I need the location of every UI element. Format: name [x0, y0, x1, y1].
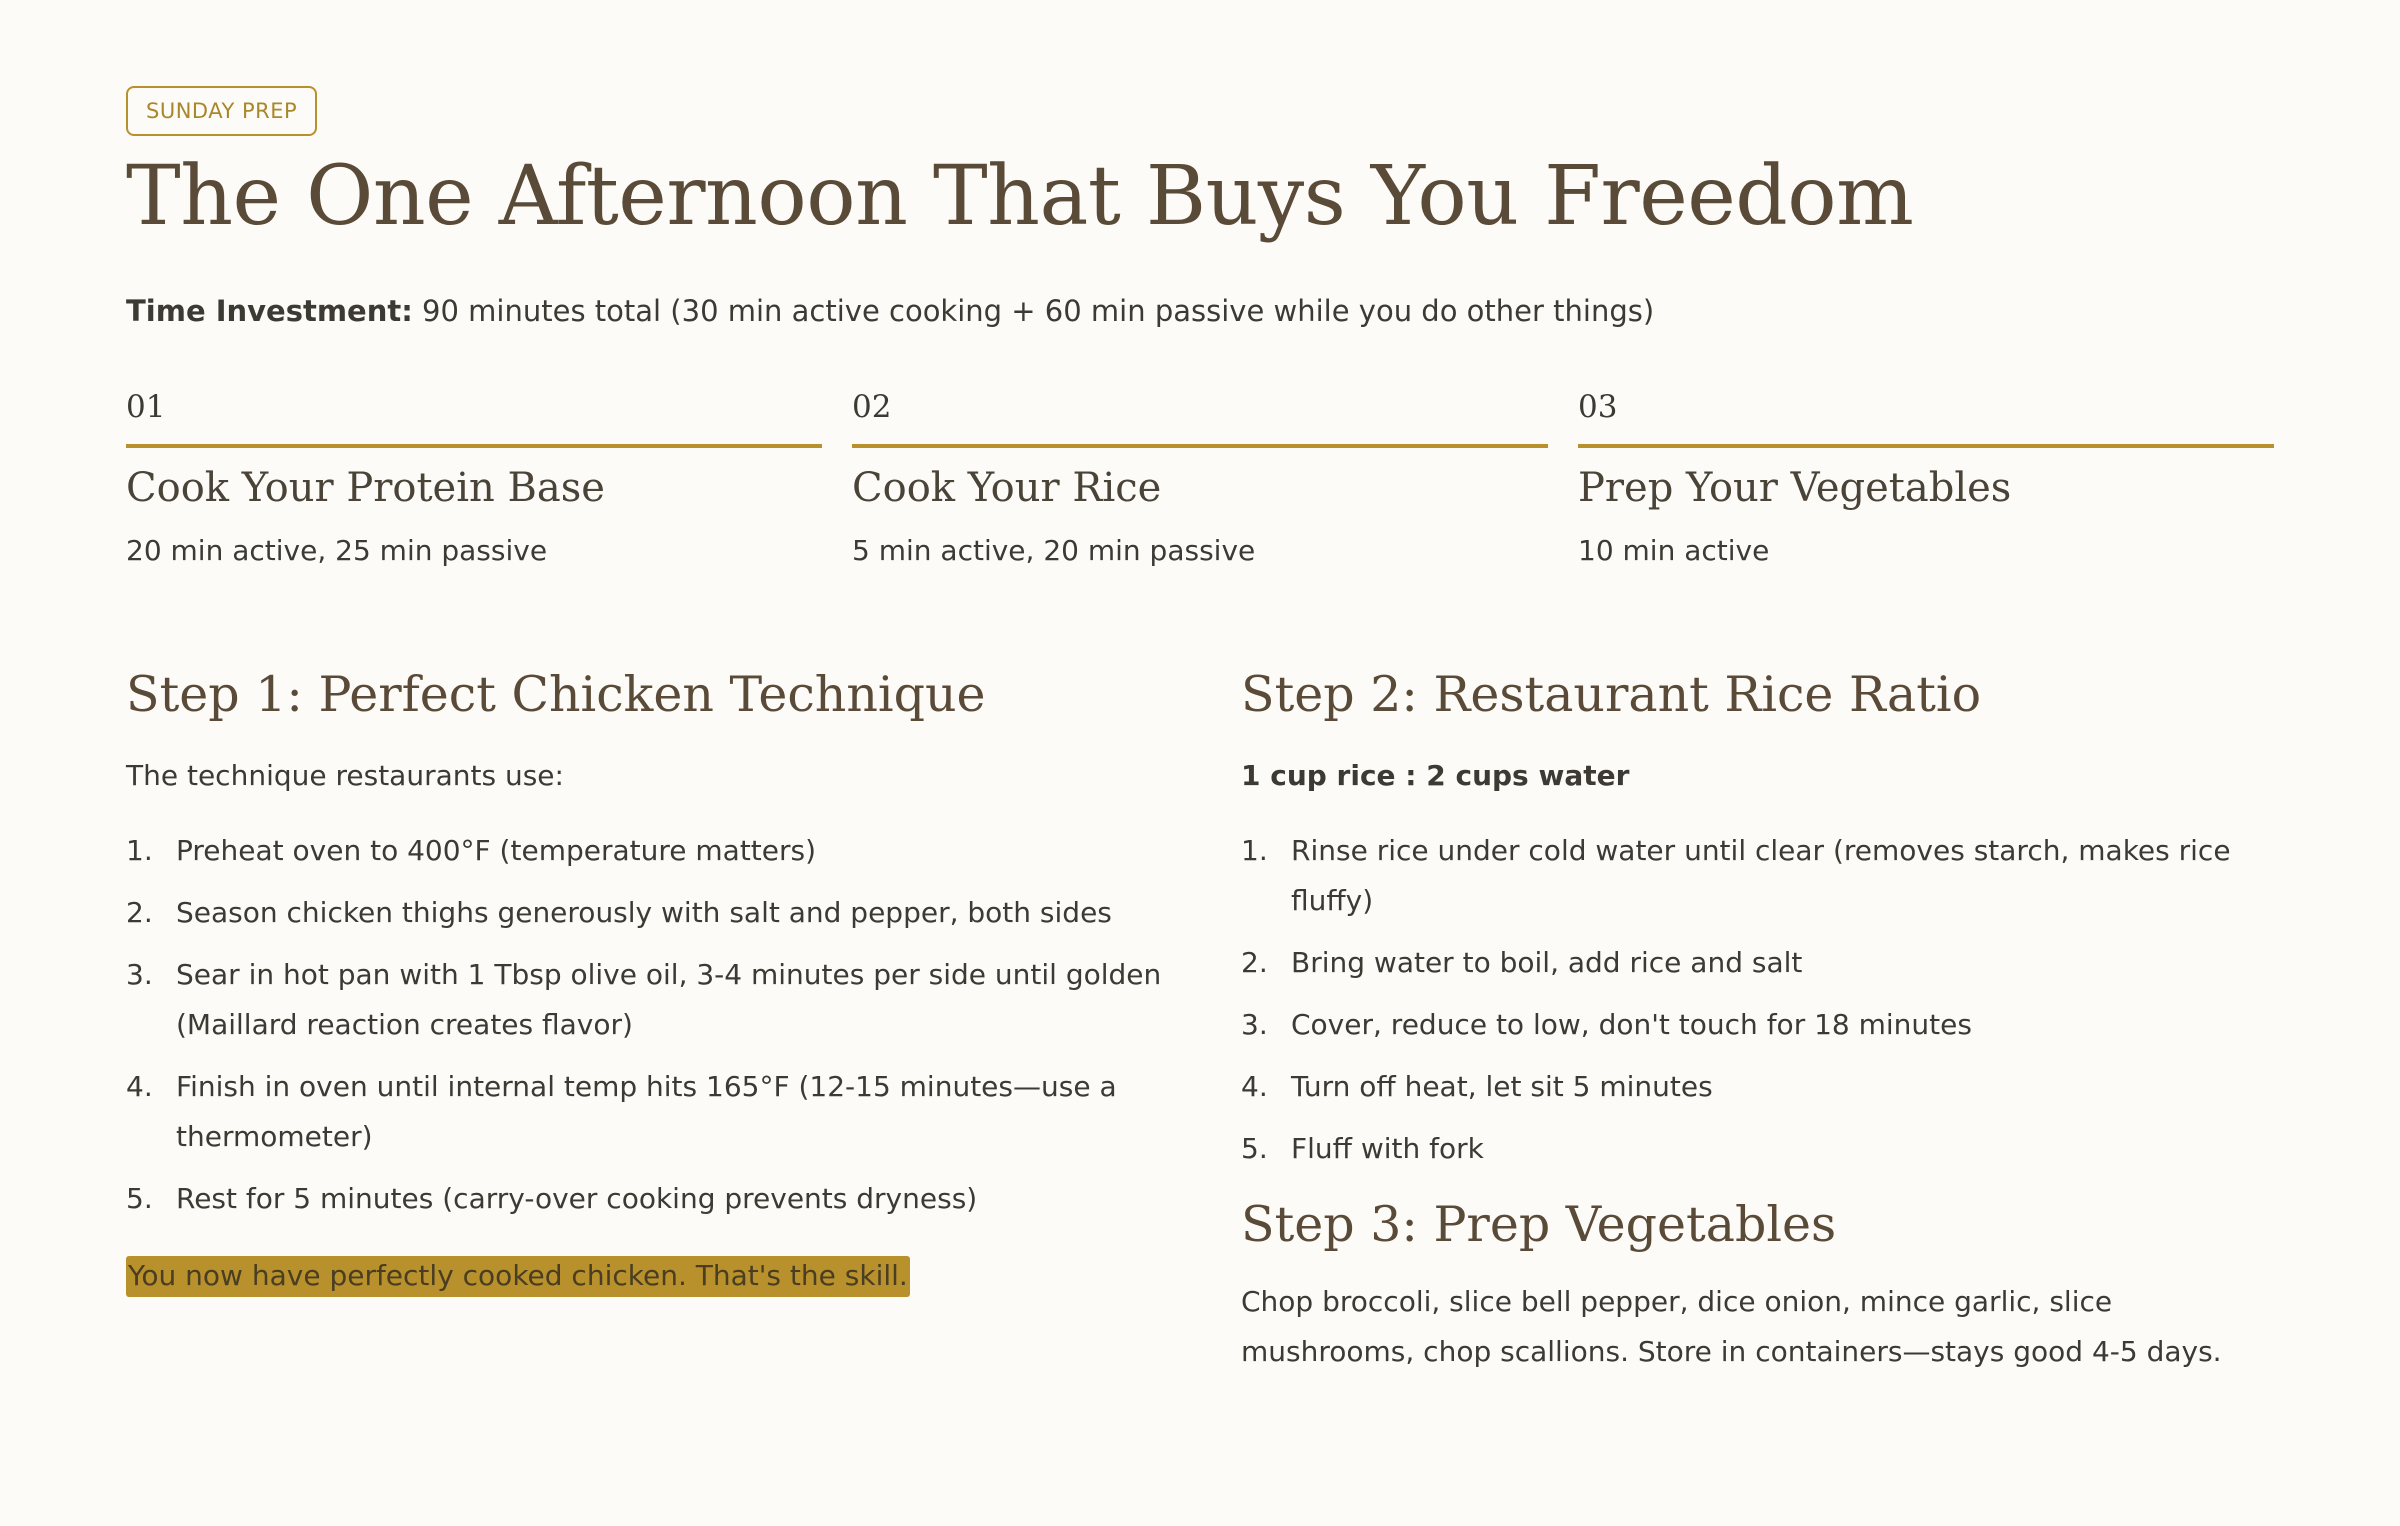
step2-heading: Step 2: Restaurant Rice Ratio [1241, 666, 1982, 723]
list-number: 4. [1241, 1070, 1268, 1104]
list-item [126, 888, 1186, 938]
step3-heading: Step 3: Prep Vegetables [1241, 1196, 1837, 1254]
phase-time: 5 min active, 20 min passive [852, 534, 1256, 567]
list-item [1241, 938, 2276, 988]
phase-divider [126, 444, 822, 448]
list-text: Rinse rice under cold water until clear (removes starch, makes rice fluffy) [1291, 834, 2231, 918]
list-item [126, 950, 1186, 1050]
phase-number: 02 [852, 389, 892, 425]
rice-ratio: 1 cup rice : 2 cups water [1241, 758, 1630, 792]
list-text: Preheat oven to 400°F (temperature matters) [176, 834, 817, 868]
highlight-callout: You now have perfectly cooked chicken. That's the skill. [126, 1256, 910, 1296]
phase-card-vegetables [1578, 386, 2274, 568]
list-item [126, 826, 1186, 876]
list-number: 3. [126, 958, 153, 992]
page-title: The One Afternoon That Buys You Freedom [126, 149, 1914, 244]
step2-section [1241, 666, 2276, 1377]
time-investment-text: 90 minutes total (30 min active cooking + 60 min passive while you do other things) [412, 294, 1655, 329]
list-item [1241, 1124, 2276, 1174]
step3-text: Chop broccoli, slice bell pepper, dice onion, mince garlic, slice mushrooms, chop scallions. Store in containers—stays good 4-5 days. [1241, 1285, 2222, 1369]
step1-section [126, 666, 1186, 1297]
list-text: Sear in hot pan with 1 Tbsp olive oil, 3-4 minutes per side until golden (Maillard reaction creates flavor) [176, 958, 1162, 1042]
step2-list [1241, 826, 2276, 1174]
time-investment-label: Time Investment: [126, 294, 413, 329]
list-text: Season chicken thighs generously with salt and pepper, both sides [176, 896, 1112, 930]
list-item [1241, 1000, 2276, 1050]
list-number: 2. [1241, 946, 1268, 980]
list-number: 2. [126, 896, 153, 930]
list-number: 3. [1241, 1008, 1268, 1042]
list-number: 4. [126, 1070, 153, 1104]
list-item [1241, 826, 2276, 926]
list-text: Bring water to boil, add rice and salt [1291, 946, 1803, 980]
list-item [126, 1062, 1186, 1162]
step1-lead: The technique restaurants use: [126, 758, 564, 792]
phase-card-protein [126, 386, 822, 568]
phase-title: Cook Your Rice [852, 465, 1162, 511]
list-item [1241, 1062, 2276, 1112]
step1-list [126, 826, 1186, 1224]
list-text: Fluff with fork [1291, 1132, 1484, 1166]
list-text: Turn off heat, let sit 5 minutes [1291, 1070, 1713, 1104]
phase-time: 10 min active [1578, 534, 1770, 567]
list-text: Finish in oven until internal temp hits 165°F (12-15 minutes—use a thermometer) [176, 1070, 1117, 1154]
phase-title: Prep Your Vegetables [1578, 465, 2012, 511]
list-number: 5. [1241, 1132, 1268, 1166]
step1-heading: Step 1: Perfect Chicken Technique [126, 666, 986, 723]
phase-title: Cook Your Protein Base [126, 465, 605, 511]
page [126, 86, 2276, 1369]
phase-overview [126, 386, 2276, 576]
time-investment [126, 294, 2276, 329]
phase-number: 01 [126, 389, 166, 425]
phase-time: 20 min active, 25 min passive [126, 534, 548, 567]
phase-divider [1578, 444, 2274, 448]
list-number: 5. [126, 1182, 153, 1216]
list-number: 1. [126, 834, 153, 868]
list-text: Cover, reduce to low, don't touch for 18 minutes [1291, 1008, 1972, 1042]
list-text: Rest for 5 minutes (carry-over cooking prevents dryness) [176, 1182, 978, 1216]
phase-card-rice [852, 386, 1548, 568]
list-item [126, 1174, 1186, 1224]
list-number: 1. [1241, 834, 1268, 868]
phase-divider [852, 444, 1548, 448]
step3-section [1241, 1196, 2276, 1377]
section-tag: SUNDAY PREP [126, 86, 317, 136]
phase-number: 03 [1578, 389, 1618, 425]
